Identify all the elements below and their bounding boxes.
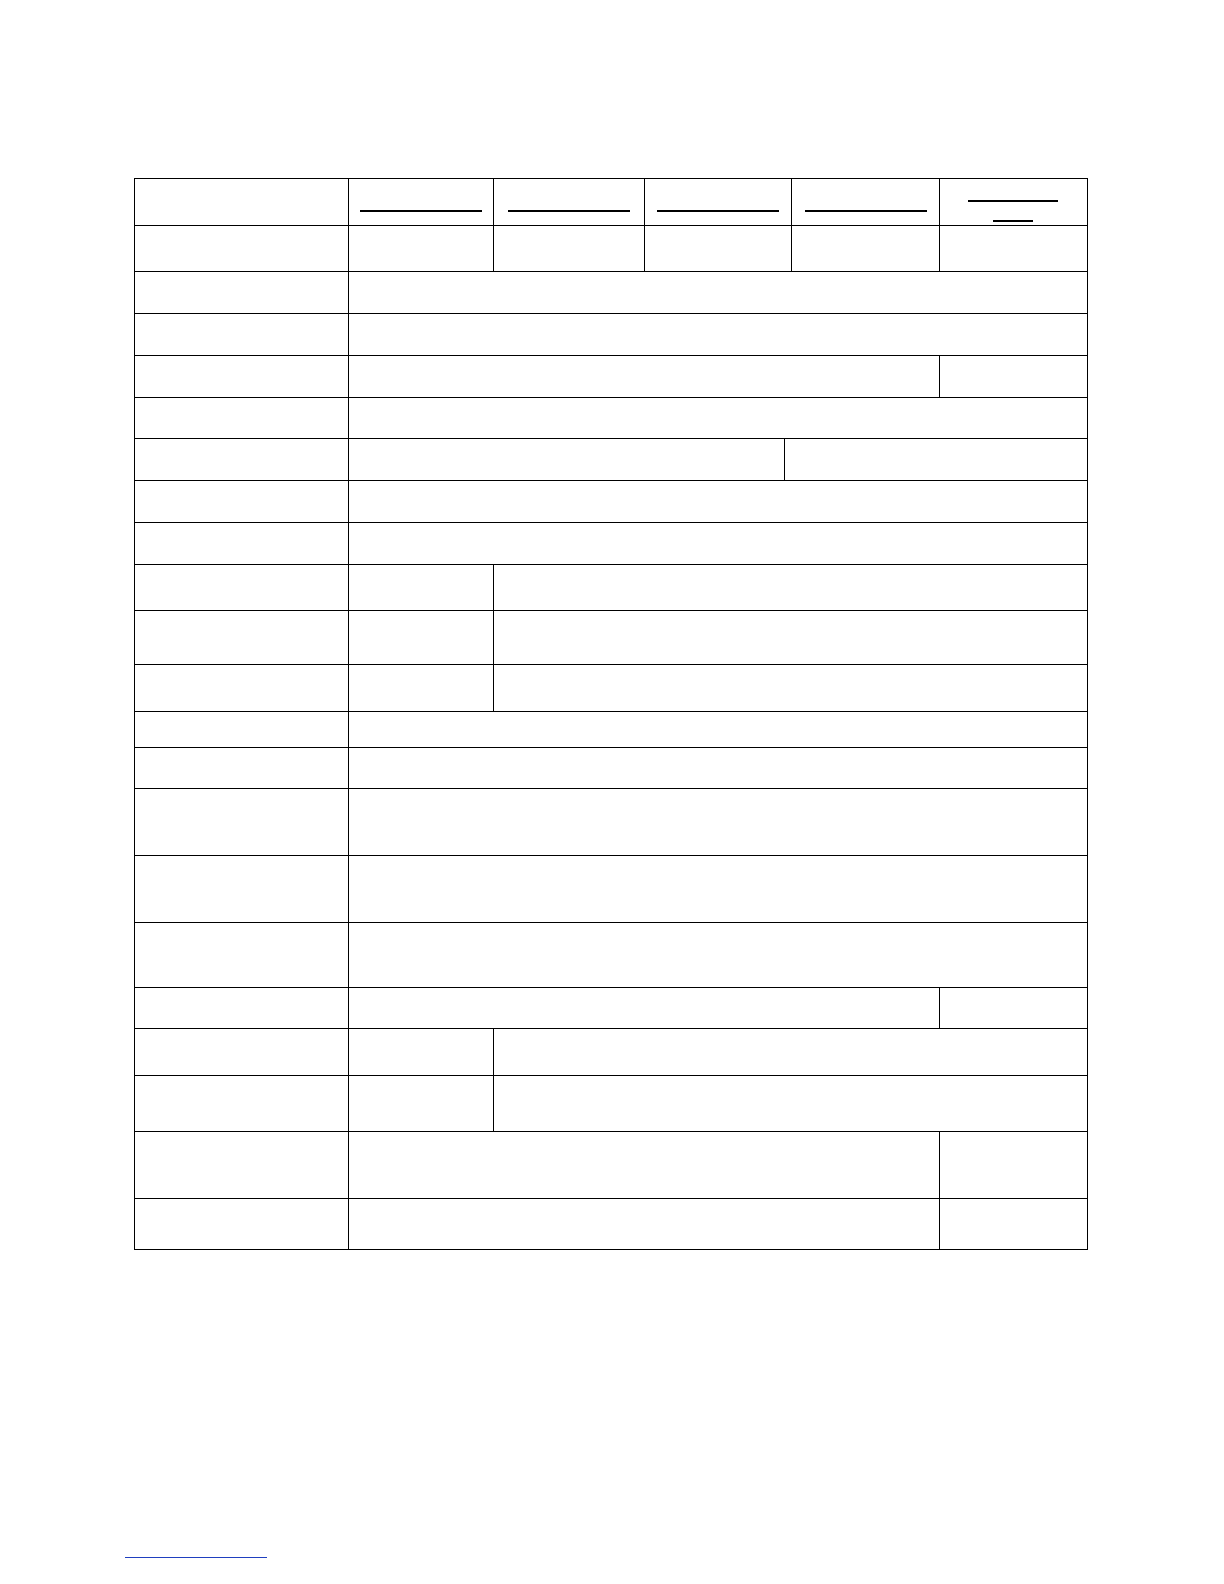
value-cell xyxy=(791,225,940,272)
row-label-cell xyxy=(134,855,349,923)
row-label-cell xyxy=(134,711,349,748)
row-value-cell xyxy=(348,922,1088,988)
value-cell xyxy=(493,225,645,272)
header-underline xyxy=(360,210,482,212)
row-label-cell xyxy=(134,397,349,439)
row-extra-cell xyxy=(784,438,1088,481)
header-column-cell xyxy=(493,178,645,226)
row-value-cell xyxy=(493,664,1088,712)
row-label-cell xyxy=(134,1198,349,1250)
row-value-cell xyxy=(348,855,1088,923)
header-column-cell xyxy=(348,178,494,226)
header-underline xyxy=(805,210,927,212)
header-column-cell xyxy=(644,178,792,226)
row-extra-cell xyxy=(939,355,1088,398)
row-extra-cell xyxy=(939,1198,1088,1250)
row-value-cell xyxy=(348,438,785,481)
row-value-cell xyxy=(348,522,1088,565)
row-label-cell xyxy=(134,747,349,789)
row-label-cell xyxy=(134,1028,349,1076)
header-column-cell xyxy=(939,178,1088,226)
value-cell xyxy=(348,225,494,272)
row-value-cell xyxy=(493,1075,1088,1132)
row-value-cell xyxy=(348,1131,940,1199)
row-code-cell xyxy=(348,1028,494,1076)
row-code-cell xyxy=(348,1075,494,1132)
row-label-cell xyxy=(134,664,349,712)
row-value-cell xyxy=(348,480,1088,523)
row-label-cell xyxy=(134,480,349,523)
row-value-cell xyxy=(348,271,1088,314)
row-code-cell xyxy=(348,664,494,712)
row-label-cell xyxy=(134,1075,349,1132)
row-label-cell xyxy=(134,355,349,398)
row-code-cell xyxy=(348,564,494,611)
value-label-cell xyxy=(134,225,349,272)
row-extra-cell xyxy=(939,987,1088,1029)
row-value-cell xyxy=(348,788,1088,856)
row-value-cell xyxy=(348,747,1088,789)
row-label-cell xyxy=(134,564,349,611)
row-value-cell xyxy=(348,313,1088,356)
row-label-cell xyxy=(134,1131,349,1199)
row-value-cell xyxy=(348,355,940,398)
row-label-cell xyxy=(134,987,349,1029)
row-code-cell xyxy=(348,610,494,665)
row-value-cell xyxy=(348,397,1088,439)
header-label-cell xyxy=(134,178,349,226)
row-label-cell xyxy=(134,922,349,988)
header-underline xyxy=(657,210,779,212)
row-label-cell xyxy=(134,610,349,665)
row-value-cell xyxy=(348,987,940,1029)
row-value-cell xyxy=(348,1198,940,1250)
row-value-cell xyxy=(348,711,1088,748)
header-underline xyxy=(508,210,630,212)
header-column-cell xyxy=(791,178,940,226)
row-value-cell xyxy=(493,610,1088,665)
header-underline xyxy=(968,200,1058,202)
value-cell xyxy=(644,225,792,272)
row-label-cell xyxy=(134,788,349,856)
footer-link[interactable] xyxy=(125,1557,267,1558)
blank-form-table xyxy=(134,178,1088,1250)
row-value-cell xyxy=(493,1028,1088,1076)
row-label-cell xyxy=(134,313,349,356)
header-underline xyxy=(993,220,1033,222)
value-cell xyxy=(939,225,1088,272)
row-extra-cell xyxy=(939,1131,1088,1199)
row-label-cell xyxy=(134,438,349,481)
row-label-cell xyxy=(134,522,349,565)
row-label-cell xyxy=(134,271,349,314)
row-value-cell xyxy=(493,564,1088,611)
